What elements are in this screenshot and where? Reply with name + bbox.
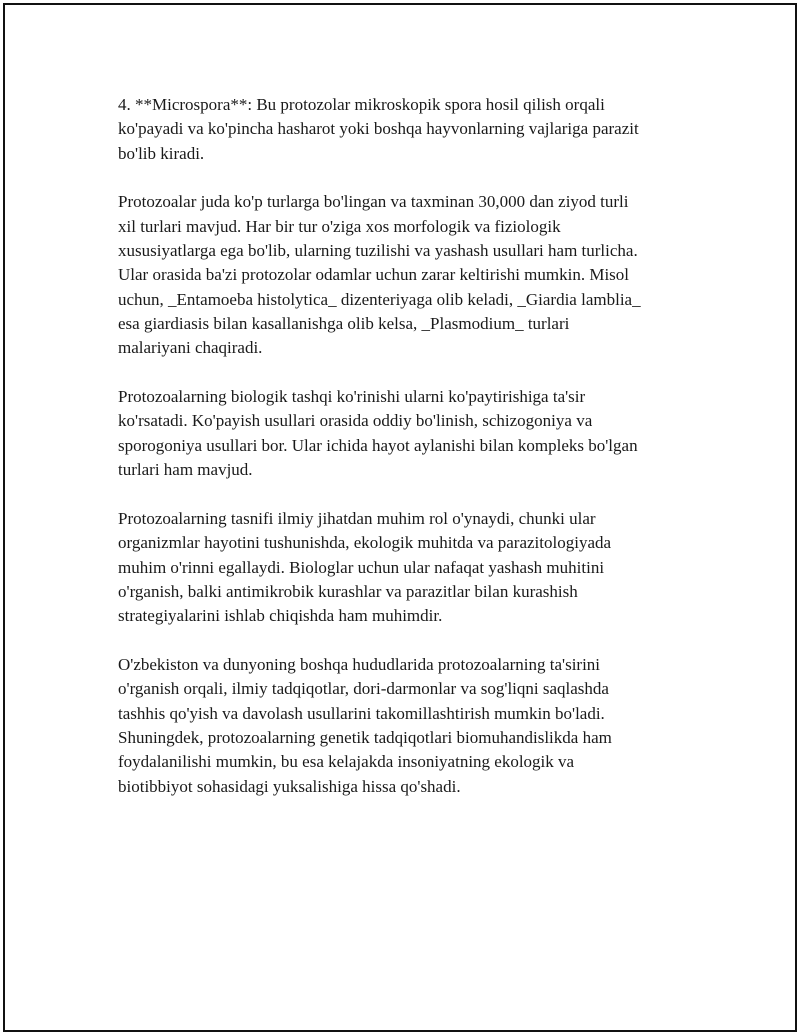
text-line: Shuningdek, protozoalarning genetik tadqiqotlari biomuhandislikda ham <box>118 727 612 747</box>
text-line: ko'rsatadi. Ko'payish usullari orasida oddiy bo'linish, schizogoniya va <box>118 411 593 431</box>
text-line: o'rganish, balki antimikrobik kurashlar va parazitlar bilan kurashish <box>118 581 578 601</box>
paragraph-reproduction <box>118 385 698 482</box>
text-line: Protozoalarning biologik tashqi ko'rinishi ularni ko'paytirishiga ta'sir <box>118 387 586 407</box>
text-line: malariyani chaqiradi. <box>118 338 263 358</box>
text-line: sporogoniya usullari bor. Ular ichida hayot aylanishi bilan kompleks bo'lgan <box>118 435 638 455</box>
text-line: tashhis qo'yish va davolash usullarini takomillashtirish mumkin bo'ladi. <box>118 703 605 723</box>
text-line: Protozoalarning tasnifi ilmiy jihatdan muhim rol o'ynaydi, chunki ular <box>118 508 596 528</box>
text-line: strategiyalarini ishlab chiqishda ham muhimdir. <box>118 606 443 626</box>
text-line: biotibbiyot sohasidagi yuksalishiga hissa qo'shadi. <box>118 776 461 796</box>
text-line: organizmlar hayotini tushunishda, ekologik muhitda va parazitologiyada <box>118 533 612 553</box>
text-line: O'zbekiston va dunyoning boshqa hududlarida protozoalarning ta'sirini <box>118 655 601 675</box>
text-line: 4. **Microspora**: Bu protozolar mikroskopik spora hosil qilish orqali <box>118 95 605 114</box>
text-line: uchun, _Entamoeba histolytica_ dizenteriyaga olib keladi, _Giardia lamblia_ <box>118 289 641 309</box>
paragraph-classification <box>118 507 698 628</box>
text-line: o'rganish orqali, ilmiy tadqiqotlar, dori-darmonlar va sog'liqni saqlashda <box>118 679 609 699</box>
text-line: muhim o'rinni egallaydi. Biologlar uchun ular nafaqat yashash muhitini <box>118 557 605 577</box>
text-line: Ular orasida ba'zi protozolar odamlar uchun zarar keltirishi mumkin. Misol <box>118 265 630 285</box>
text-line: turlari ham mavjud. <box>118 460 253 480</box>
paragraph-species-diversity <box>118 190 698 360</box>
text-line: Protozoalar juda ko'p turlarga bo'lingan va taxminan 30,000 dan ziyod turli <box>118 192 629 212</box>
paragraph-uzbekistan-research <box>118 653 698 799</box>
text-line: ko'payadi va ko'pincha hasharot yoki boshqa hayvonlarning vajlariga parazit <box>118 119 639 139</box>
text-line: xususiyatlarga ega bo'lib, ularning tuzilishi va yashash usullari ham turlicha. <box>118 241 638 261</box>
text-line: foydalanilishi mumkin, bu esa kelajakda insoniyatning ekologik va <box>118 752 575 772</box>
text-line: xil turlari mavjud. Har bir tur o'ziga xos morfologik va fiziologik <box>118 216 561 236</box>
text-line: bo'lib kiradi. <box>118 143 205 163</box>
text-line: esa giardiasis bilan kasallanishga olib kelsa, _Plasmodium_ turlari <box>118 313 570 333</box>
document-body <box>118 93 698 823</box>
paragraph-microspora <box>118 93 698 166</box>
